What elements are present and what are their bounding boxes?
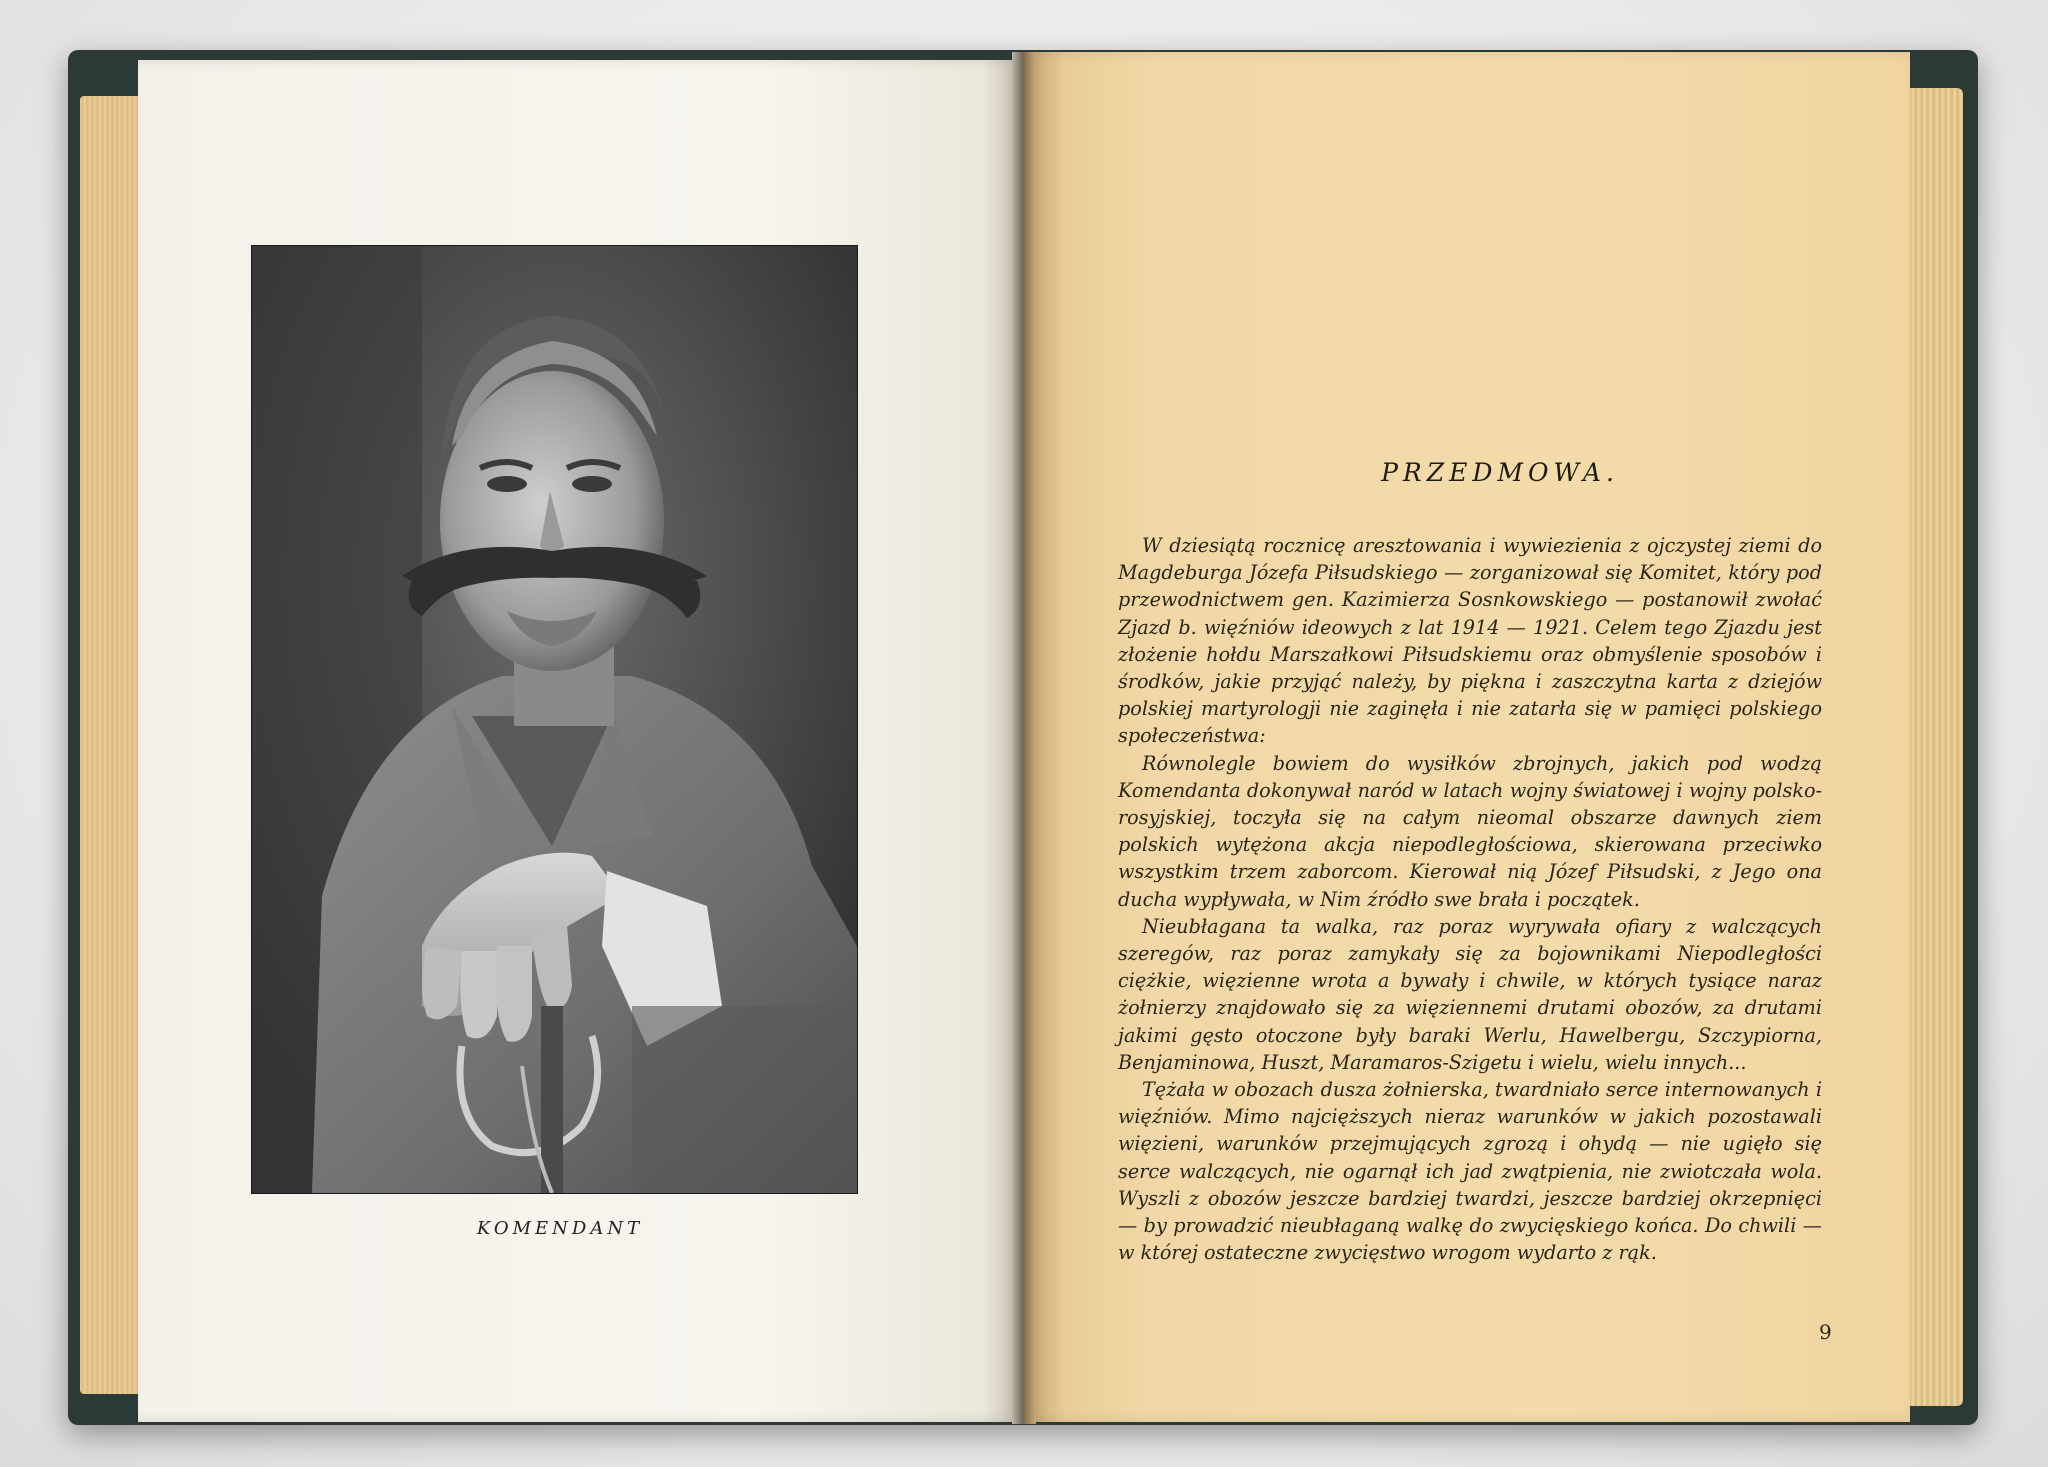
portrait-illustration (252, 246, 857, 1193)
paragraph: Równolegle bowiem do wysiłków zbrojnych, jakich pod wodzą Komendanta dokonywał naród w latach wojny światowej i wojny polsko-rosyjskiej, toczyła się na całym nieomal obszarze dawnych ziem polskich wytężona akcja niepodległościowa, skierowana przeciwko wszystkim trzem zaborcom. Kierował nią Józef Piłsudski, z Jego ona ducha wypływała, w Nim źródło swe brała i początek. (1118, 751, 1822, 911)
preface-text (1118, 532, 1822, 1266)
page-title: PRZEDMOWA. (1381, 458, 1619, 487)
paragraph: Tężała w obozach dusza żołnierska, twardniało serce internowanych i więźniów. Mimo najcięższych nieraz warunków w jakich pozostawali więzieni, warunków przejmujących zgrozą i ohydą — nie ugięło się serce walczących, nie ogarnął ich jad zwątpienia, nie zwiotczała wola. Wyszli z obozów jeszcze bardziej twardzi, jeszcze bardziej okrzepnięci — by prowadzić nieubłaganą walkę do zwycięskiego końca. Do chwili — w której ostateczne zwycięstwo wrogom wydarto z rąk. (1118, 1078, 1822, 1265)
book-gutter (1012, 52, 1036, 1424)
portrait-caption: KOMENDANT (476, 1218, 644, 1239)
page-number: 9 (1819, 1320, 1832, 1344)
paragraph: Nieubłagana ta walka, raz poraz wyrywała ofiary z walczących szeregów, raz poraz zamykały się za bojownikami Niepodległości ciężkie, więzienne wrota a bywały i chwile, w których tysiące naraz żołnierzy znajdowało się za więziennemi drutami obozów, za drutami jakimi gęsto otoczone były baraki Werlu, Hawelbergu, Szczypiorna, Benjaminowa, Huszt, Maramaros-Szigetu i wielu, wielu innych... (1118, 914, 1822, 1074)
portrait-photo (252, 246, 857, 1193)
paragraph: W dziesiątą rocznicę aresztowania i wywiezienia z ojczystej ziemi do Magdeburga Józefa Piłsudskiego — zorganizował się Komitet, który pod przewodnictwem gen. Kazimierza Sosnkowskiego — postanowił zwołać Zjazd b. więźniów ideowych z lat 1914 — 1921. Celem tego Zjazdu jest złożenie hołdu Marszałkowi Piłsudskiemu oraz obmyślenie sposobów i środków, jakie przyjąć należy, by piękna i zaszczytna karta z dziejów polskiej martyrologji nie zaginęła i nie zatarła się w pamięci polskiego społeczeństwa: (1118, 534, 1822, 748)
